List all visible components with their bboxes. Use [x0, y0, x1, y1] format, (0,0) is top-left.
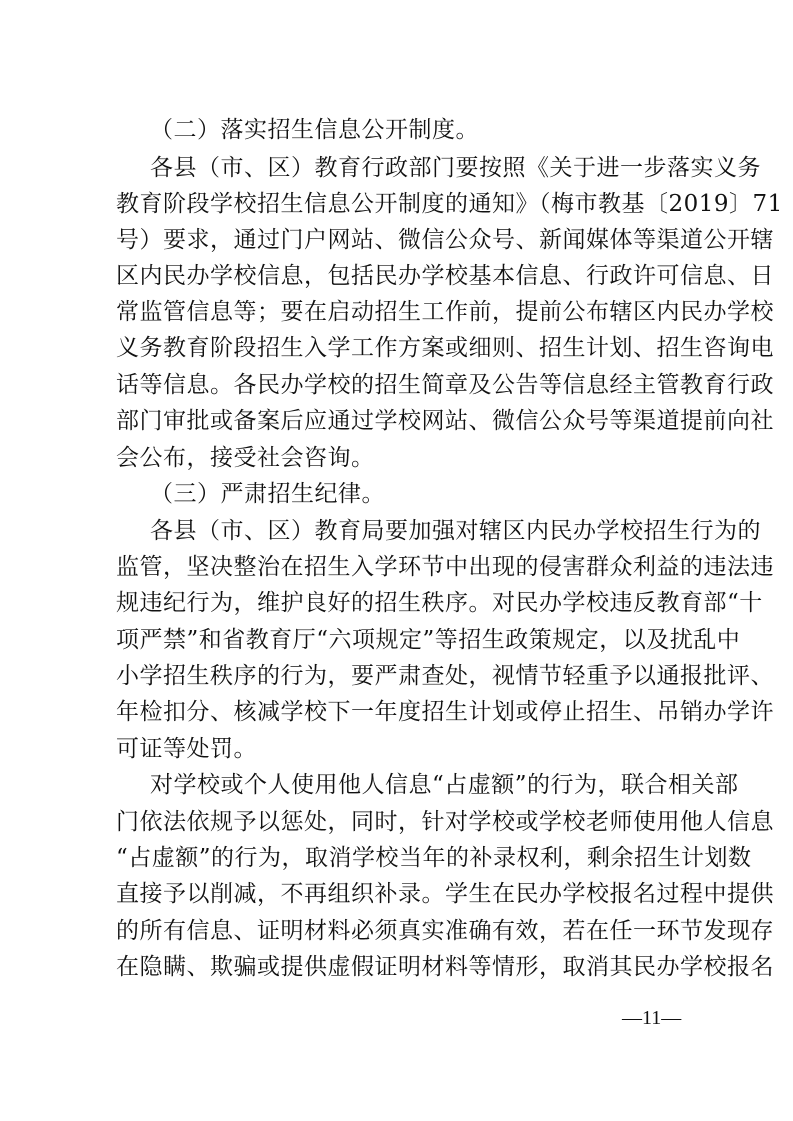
paragraph-line: 常监管信息等；要在启动招生工作前，提前公布辖区内民办学校	[116, 299, 774, 325]
paragraph-line: 各县（市、区）教育行政部门要按照《关于进一步落实义务	[150, 155, 761, 181]
paragraph-line: 直接予以削减，不再组织补录。学生在民办学校报名过程中提供	[116, 881, 774, 907]
paragraph-line: 项严禁”和省教育厅“六项规定”等招生政策规定，以及扰乱中	[116, 627, 741, 653]
paragraph-line: 在隐瞒、欺骗或提供虚假证明材料等情形，取消其民办学校报名	[116, 954, 774, 980]
paragraph-line: 各县（市、区）教育局要加强对辖区内民办学校招生行为的	[150, 518, 761, 544]
paragraph-line: 区内民办学校信息，包括民办学校基本信息、行政许可信息、日	[116, 263, 774, 289]
paragraph-line: 对学校或个人使用他人信息“占虚额”的行为，联合相关部	[150, 772, 739, 798]
paragraph-line: 门依法依规予以惩处，同时，针对学校或学校老师使用他人信息	[116, 809, 774, 835]
page-number: —11—	[622, 1007, 682, 1029]
paragraph-line: 话等信息。各民办学校的招生简章及公告等信息经主管教育行政	[116, 372, 774, 398]
paragraph-line: 规违纪行为，维护良好的招生秩序。对民办学校违反教育部“十	[116, 590, 763, 616]
paragraph-line: 年检扣分、核减学校下一年度招生计划或停止招生、吊销办学许	[116, 699, 774, 725]
paragraph-line: 可证等处罚。	[116, 736, 257, 762]
section-heading-3: （三）严肃招生纪律。	[150, 481, 385, 507]
paragraph-line: “占虚额”的行为，取消学校当年的补录权利，剩余招生计划数	[116, 845, 752, 871]
paragraph-line: 号）要求，通过门户网站、微信公众号、新闻媒体等渠道公开辖	[116, 227, 774, 253]
paragraph-line: 部门审批或备案后应通过学校网站、微信公众号等渠道提前向社	[116, 408, 774, 434]
paragraph-line: 小学招生秩序的行为，要严肃查处，视情节轻重予以通报批评、	[116, 663, 774, 689]
section-heading-2: （二）落实招生信息公开制度。	[150, 117, 479, 143]
paragraph-line: 义务教育阶段招生入学工作方案或细则、招生计划、招生咨询电	[116, 335, 774, 361]
paragraph-line: 会公布，接受社会咨询。	[116, 445, 375, 471]
paragraph-line: 教育阶段学校招生信息公开制度的通知》（梅市教基〔2019〕71	[116, 191, 783, 217]
paragraph-line: 监管，坚决整治在招生入学环节中出现的侵害群众利益的违法违	[116, 554, 774, 580]
paragraph-line: 的所有信息、证明材料必须真实准确有效，若在任一环节发现存	[116, 918, 774, 944]
